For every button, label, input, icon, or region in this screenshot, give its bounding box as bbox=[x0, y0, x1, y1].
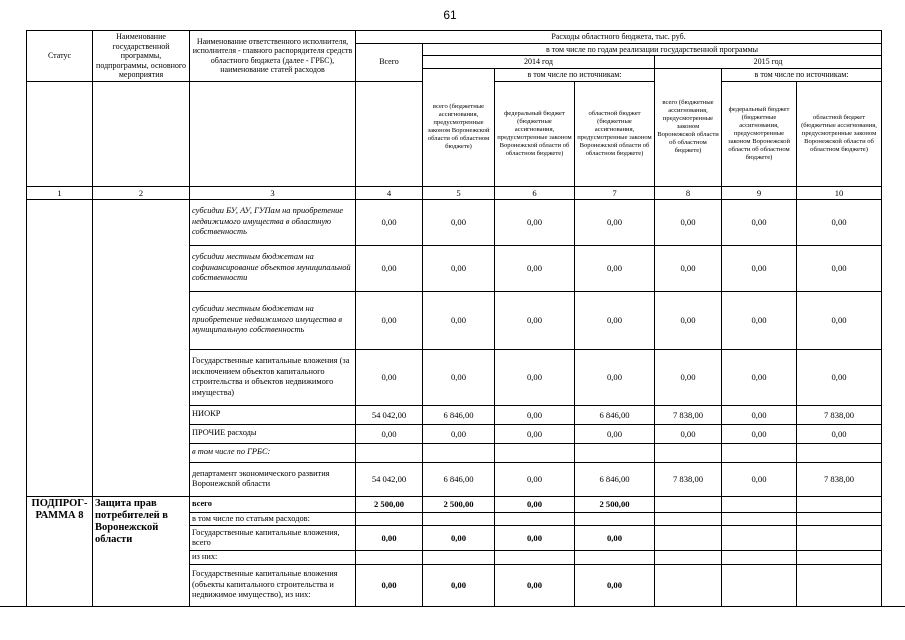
cell-value: 0,00 bbox=[495, 526, 575, 551]
cell-value: 0,00 bbox=[423, 349, 495, 405]
cell-value: 0,00 bbox=[495, 564, 575, 606]
col-num: 8 bbox=[655, 186, 722, 199]
cell-value: 0,00 bbox=[722, 199, 797, 245]
header-year-2014: 2014 год bbox=[423, 56, 655, 69]
header-by-sources-2015: в том числе по источникам: bbox=[722, 68, 882, 81]
row-label: в том числе по статьям расходов: bbox=[190, 512, 356, 526]
cell-value: 0,00 bbox=[722, 424, 797, 443]
row-label: субсидии местным бюджетам на софинансирование объектов муниципальной собственности bbox=[190, 245, 356, 291]
cell-value: 0,00 bbox=[797, 291, 882, 349]
row-label: субсидии местным бюджетам на приобретение недвижимого имущества в муниципальную собственность bbox=[190, 291, 356, 349]
header-col7: областной бюджет (бюджетные ассигнования, предусмотренные законом Воронежской области об областном бюджете) bbox=[575, 81, 655, 186]
cell-value: 0,00 bbox=[423, 199, 495, 245]
col-num: 6 bbox=[495, 186, 575, 199]
cell-value: 0,00 bbox=[722, 291, 797, 349]
cell-value: 0,00 bbox=[495, 291, 575, 349]
row-label: субсидии БУ, АУ, ГУПам на приобретение недвижимого имущества в областную собственность bbox=[190, 199, 356, 245]
cell-value: 0,00 bbox=[575, 291, 655, 349]
cell-value: 0,00 bbox=[356, 526, 423, 551]
row-label: из них: bbox=[190, 551, 356, 565]
cell-value: 6 846,00 bbox=[575, 462, 655, 496]
header-col5: всего (бюджетные ассигнования, предусмотренные законом Воронежской области об областном бюджете) bbox=[423, 68, 495, 186]
cell-value: 0,00 bbox=[356, 199, 423, 245]
column-numbers-row bbox=[27, 186, 882, 199]
col-num: 2 bbox=[93, 186, 190, 199]
cell-value: 7 838,00 bbox=[797, 405, 882, 424]
cell-value: 0,00 bbox=[495, 496, 575, 512]
header-col10: областной бюджет (бюджетные ассигнования, предусмотренные законом Воронежской области об областном бюджете) bbox=[797, 81, 882, 186]
cell-value: 0,00 bbox=[655, 199, 722, 245]
budget-table bbox=[26, 30, 882, 607]
row-label: всего bbox=[190, 496, 356, 512]
cell-value: 0,00 bbox=[797, 245, 882, 291]
cell-value: 0,00 bbox=[575, 199, 655, 245]
col-num: 9 bbox=[722, 186, 797, 199]
header-col8: всего (бюджетные ассигнования, предусмотренные законом Воронежской области об областном бюджете) bbox=[655, 68, 722, 186]
cell-value: 54 042,00 bbox=[356, 405, 423, 424]
cell-value: 0,00 bbox=[423, 526, 495, 551]
col-num: 3 bbox=[190, 186, 356, 199]
cell-value: 0,00 bbox=[356, 349, 423, 405]
sub8-status: ПОДПРОГ-РАММА 8 bbox=[27, 496, 93, 606]
cell-value: 0,00 bbox=[655, 349, 722, 405]
header-col6: федеральный бюджет (бюджетные ассигнования, предусмотренные законом Воронежской области об областном бюджете) bbox=[495, 81, 575, 186]
table-row bbox=[27, 199, 882, 245]
cell-value: 0,00 bbox=[423, 564, 495, 606]
cell-value: 0,00 bbox=[575, 245, 655, 291]
header-by-sources-2014: в том числе по источникам: bbox=[495, 68, 655, 81]
cell-value: 7 838,00 bbox=[655, 405, 722, 424]
header-total: Всего bbox=[356, 43, 423, 81]
cell-value: 2 500,00 bbox=[575, 496, 655, 512]
cell-value: 0,00 bbox=[423, 291, 495, 349]
row-label: Государственные капитальные вложения (объекты капитального строительства и недвижимое имущество), из них: bbox=[190, 564, 356, 606]
cell-value: 0,00 bbox=[797, 199, 882, 245]
cell-value: 0,00 bbox=[356, 424, 423, 443]
cell-value: 0,00 bbox=[655, 245, 722, 291]
row-label: ПРОЧИЕ расходы bbox=[190, 424, 356, 443]
cell-value: 0,00 bbox=[356, 564, 423, 606]
cell-value: 0,00 bbox=[495, 462, 575, 496]
table-row bbox=[27, 496, 882, 512]
cell-value: 0,00 bbox=[423, 245, 495, 291]
cell-value: 6 846,00 bbox=[423, 405, 495, 424]
page-bottom-rule bbox=[0, 606, 905, 607]
cell-value: 0,00 bbox=[423, 424, 495, 443]
cell-value: 0,00 bbox=[722, 349, 797, 405]
row-label: Государственные капитальные вложения, всего bbox=[190, 526, 356, 551]
page-number: 61 bbox=[443, 8, 457, 22]
cell-value: 7 838,00 bbox=[797, 462, 882, 496]
cell-value: 6 846,00 bbox=[423, 462, 495, 496]
cell-value: 0,00 bbox=[356, 291, 423, 349]
cell-value: 7 838,00 bbox=[655, 462, 722, 496]
col-num: 10 bbox=[797, 186, 882, 199]
cell-value: 0,00 bbox=[495, 245, 575, 291]
cell-value: 0,00 bbox=[575, 349, 655, 405]
col-num: 7 bbox=[575, 186, 655, 199]
header-executor: Наименование ответственного исполнителя, исполнителя - главного распорядителя средств областного бюджета (далее - ГРБС), наименование статей расходов bbox=[190, 31, 356, 82]
cell-value: 0,00 bbox=[495, 349, 575, 405]
cell-value: 0,00 bbox=[722, 462, 797, 496]
cell-value: 0,00 bbox=[575, 424, 655, 443]
header-expenses: Расходы областного бюджета, тыс. руб. bbox=[356, 31, 882, 44]
cell-value: 54 042,00 bbox=[356, 462, 423, 496]
cell-value: 0,00 bbox=[575, 526, 655, 551]
row-label: Государственные капитальные вложения (за исключением объектов капитального строительства и объектов недвижимого имущества) bbox=[190, 349, 356, 405]
cell-value: 2 500,00 bbox=[356, 496, 423, 512]
col-num: 1 bbox=[27, 186, 93, 199]
header-col9: федеральный бюджет (бюджетные ассигнования, предусмотренные законом Воронежской области об областном бюджете) bbox=[722, 81, 797, 186]
cell-value: 0,00 bbox=[797, 349, 882, 405]
col-num: 4 bbox=[356, 186, 423, 199]
cell-value: 0,00 bbox=[495, 424, 575, 443]
sub8-name: Защита прав потребителей в Воронежской области bbox=[93, 496, 190, 606]
header-year-2015: 2015 год bbox=[655, 56, 882, 69]
row-label: департамент экономического развития Воронежской области bbox=[190, 462, 356, 496]
cell-value: 0,00 bbox=[655, 291, 722, 349]
cell-value: 0,00 bbox=[722, 245, 797, 291]
row-label: в том числе по ГРБС: bbox=[190, 443, 356, 462]
cell-value: 0,00 bbox=[655, 424, 722, 443]
cell-value: 6 846,00 bbox=[575, 405, 655, 424]
cell-value: 0,00 bbox=[495, 405, 575, 424]
cell-value: 0,00 bbox=[575, 564, 655, 606]
cell-value: 0,00 bbox=[356, 245, 423, 291]
cell-value: 0,00 bbox=[495, 199, 575, 245]
cell-value: 2 500,00 bbox=[423, 496, 495, 512]
header-by-years: в том числе по годам реализации государственной программы bbox=[423, 43, 882, 56]
header-program-name: Наименование государственной программы, подпрограммы, основного мероприятия bbox=[93, 31, 190, 82]
cell-value: 0,00 bbox=[797, 424, 882, 443]
header-status: Статус bbox=[27, 31, 93, 82]
col-num: 5 bbox=[423, 186, 495, 199]
cell-value: 0,00 bbox=[722, 405, 797, 424]
row-label: НИОКР bbox=[190, 405, 356, 424]
